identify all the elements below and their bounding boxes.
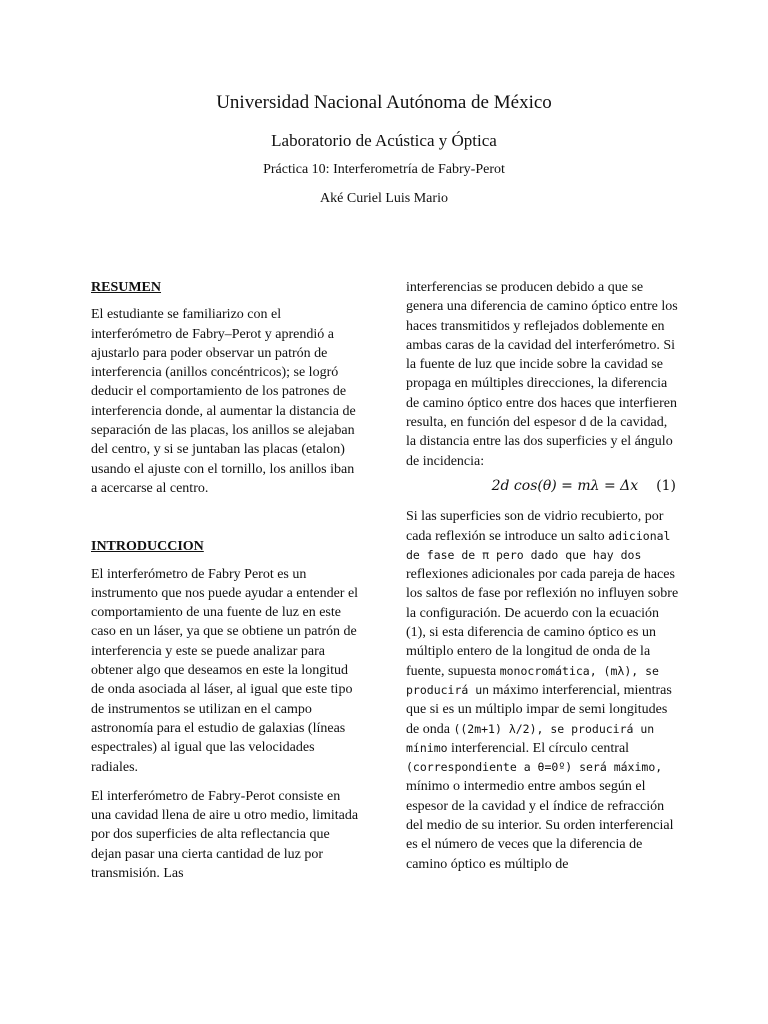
resumen-body: El estudiante se familiarizo con el interferómetro de Fabry–Perot y aprendió a ajustarlo para poder observar un patrón de interferencia (anillos concéntricos); se logró deducir el comportamiento de los patrones de interferencia donde, al aumentar la distancia de separación de las placas, los anillos se alejaban del centro, y si se juntaban las placas (etalon) usando el ajuste con el tornillo, los anillos iban a acercarse al centro. — [91, 307, 356, 496]
para2-part-f: ((2m+1) λ/2), se producirá un mínimo — [406, 721, 655, 755]
equation-number: (1) — [656, 477, 676, 494]
resumen-heading: RESUMEN — [91, 280, 162, 295]
left-column — [91, 278, 361, 883]
right-column — [406, 278, 680, 874]
author-name: Aké Curiel Luis Mario — [320, 191, 448, 206]
right-paragraph-2 — [406, 507, 680, 874]
introduccion-heading: INTRODUCCION — [91, 539, 204, 555]
introduccion-paragraph-2: El interferómetro de Fabry-Perot consiste en una cavidad llena de aire u otro medio, limitada por dos superficies de alta reflectancia que dejan pasar una cierta cantidad de luz por transmisión. Las — [91, 788, 359, 882]
practice-title: Práctica 10: Interferometría de Fabry-Perot — [263, 162, 505, 177]
para2-part-c: reflexiones adicionales por cada pareja de haces los saltos de fase por reflexión no influyen sobre la configuración. De acuerdo con la ecuación (1), si esta diferencia de camino óptico es un múltiplo entero de la longitud de onda de la fuente, supuesta — [406, 567, 679, 679]
para2-part-g: interferencial. El círculo central — [451, 740, 630, 756]
equation-1 — [406, 477, 680, 496]
para2-part-i: mínimo o intermedio entre ambos según el espesor de la cavidad y el índice de refracción del medio de su interior. Su orden interferencial es el número de veces que la diferencia de camino óptico es múltiplo de — [406, 779, 674, 872]
para2-part-h: (correspondiente a θ=0º) será máximo, — [406, 760, 663, 775]
right-paragraph-1: interferencias se producen debido a que se genera una diferencia de camino óptico entre los haces transmitidos y reflejados doblemente en ambas caras de la cavidad del interferómetro. Si la fuente de luz que incide sobre la cavidad se propaga en múltiples direcciones, la diferencia de camino óptico entre dos haces que interfieren resulta, en función del espesor d de la cavidad, la distancia entre las dos superficies y el ángulo de incidencia: — [406, 280, 678, 469]
lab-subtitle: Laboratorio de Acústica y Óptica — [271, 131, 497, 150]
equation-text: 2d cos(θ) = mλ = Δx — [491, 477, 639, 494]
para2-part-e: máximo interferencial, mientras que si es un múltiplo impar de semi longitudes de onda — [406, 682, 672, 737]
para2-part-d: monocromática, (mλ), se producirá un — [406, 663, 659, 697]
para2-part-a: Si las superficies son de vidrio recubierto, por cada reflexión se introduce un salto — [406, 509, 664, 544]
introduccion-paragraph-1: El interferómetro de Fabry Perot es un instrumento que nos puede ayudar a entender el comportamiento de una fuente de luz en este caso en un láser, ya que se obtiene un patrón de interferencia y este se puede analizar para obtener algo que deseamos en este la longitud de onda asociada al láser, al igual que este tipo de instrumentos se utilizan en el campo astronomía para el estudio de galaxias (líneas espectrales) al igual que las velocidades radiales. — [91, 566, 359, 775]
university-title: Universidad Nacional Autónoma de México — [216, 92, 552, 113]
para2-part-b: adicional de fase de π pero dado que hay dos — [406, 528, 671, 562]
